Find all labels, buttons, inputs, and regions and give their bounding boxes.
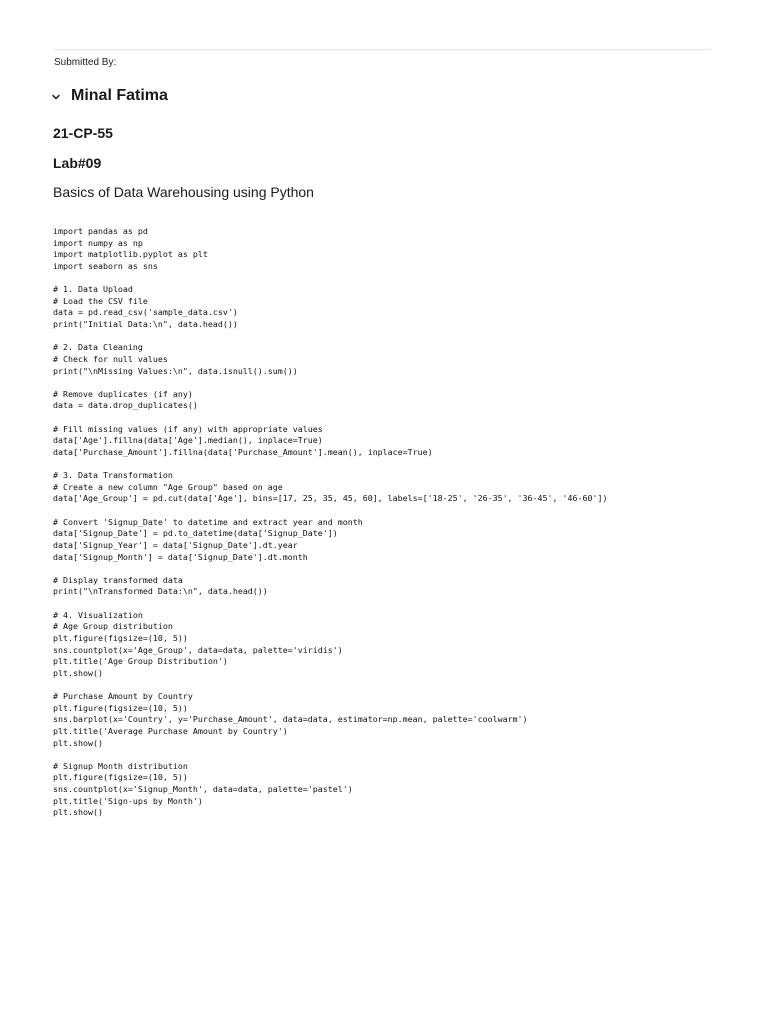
chevron-down-icon[interactable] bbox=[50, 91, 62, 103]
roll-number: 21-CP-55 bbox=[53, 125, 113, 141]
document-title: Basics of Data Warehousing using Python bbox=[53, 184, 314, 200]
name-heading-row[interactable] bbox=[50, 85, 168, 107]
submitted-by-label: Submitted By: bbox=[54, 57, 117, 68]
lab-number: Lab#09 bbox=[53, 155, 102, 171]
author-name: Minal Fatima bbox=[71, 87, 168, 104]
top-divider bbox=[53, 49, 711, 50]
code-block: import pandas as pd import numpy as np import matplotlib.pyplot as plt import seaborn as sns # 1. Data Upload # Load the CSV file data = pd.read_csv('sample_data.csv') print("Initial Data:\n", data.head()) # 2. Data Cleaning # Check for null values print("\nMissing Values:\n", data.isnull().sum()) # Remove duplicates (if any) data = data.drop_duplicates() # Fill missing values (if any) with appropriate values data['Age'].fillna(data['Age'].median(), inplace=True) data['Purchase_Amount'].fillna(data['Purchase_Amount'].mean(), inplace=True) # 3. Data Transformation # Create a new column "Age Group" based on age data['Age_Group'] = pd.cut(data['Age'], bins=[17, 25, 35, 45, 60], labels=['18-25', '26-35', '36-45', '46-60']) # Convert 'Signup_Date' to datetime and extract year and month data['Signup_Date'] = pd.to_datetime(data['Signup_Date']) data['Signup_Year'] = data['Signup_Date'].dt.year data['Signup_Month'] = data['Signup_Date'].dt.month # Display transformed data print("\nTransformed Data:\n", data.head()) # 4. Visualization # Age Group distribution plt.figure(figsize=(10, 5)) sns.countplot(x='Age_Group', data=data, palette='viridis') plt.title('Age Group Distribution') plt.show() # Purchase Amount by Country plt.figure(figsize=(10, 5)) sns.barplot(x='Country', y='Purchase_Amount', data=data, estimator=np.mean, palette='coolwarm') plt.title('Average Purchase Amount by Country') plt.show() # Signup Month distribution plt.figure(figsize=(10, 5)) sns.countplot(x='Signup_Month', data=data, palette='pastel') plt.title('Sign-ups by Month') plt.show() bbox=[53, 226, 608, 818]
